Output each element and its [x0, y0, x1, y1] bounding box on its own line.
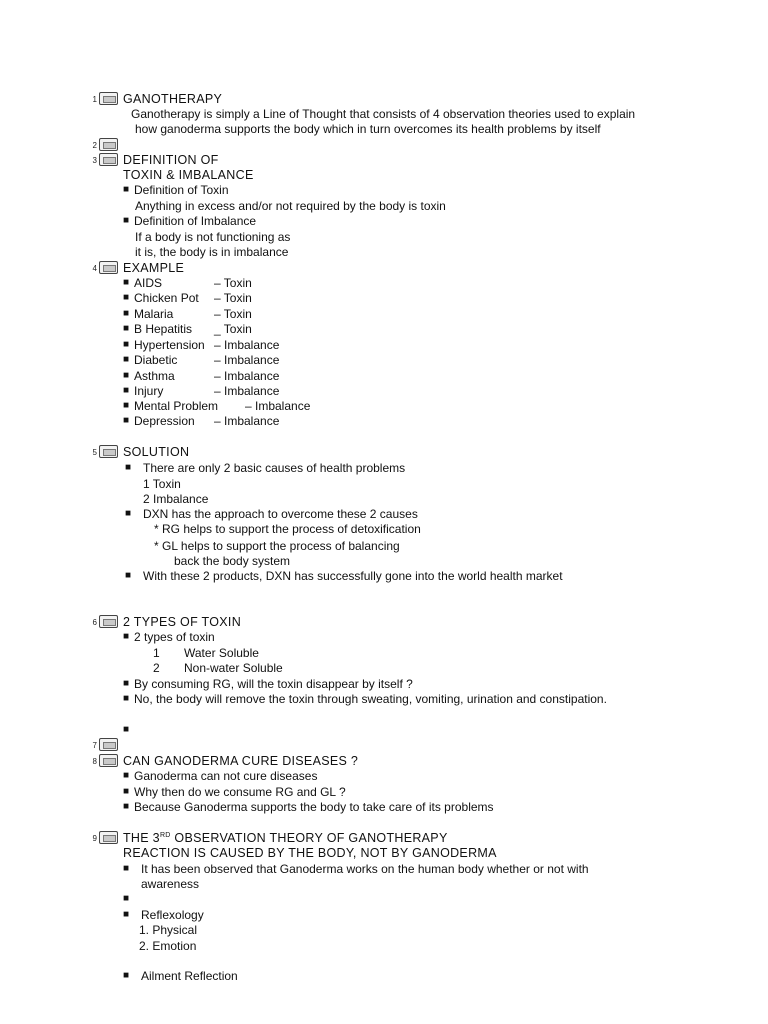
sub-item: 1. Physical	[139, 923, 198, 937]
sub-item: * RG helps to support the process of detoxification	[154, 522, 421, 536]
bullet-item: ■ Why then do we consume RG and GL ?	[134, 785, 346, 799]
example-type: – Imbalance	[214, 414, 280, 428]
example-name: ■ Depression	[134, 414, 195, 428]
slide-thumbnail-icon[interactable]	[99, 92, 118, 105]
example-type: – Imbalance	[245, 399, 311, 413]
slide-number: 4	[92, 264, 97, 273]
slide-number: 2	[92, 141, 97, 150]
example-name: ■ Hypertension	[134, 338, 205, 352]
example-type: – Imbalance	[214, 369, 280, 383]
slide-thumbnail-icon[interactable]	[99, 261, 118, 274]
slide-number: 7	[92, 741, 97, 750]
example-type: – Toxin	[214, 307, 252, 321]
slide-thumbnail-icon[interactable]	[99, 153, 118, 166]
slide-title: EXAMPLE	[123, 261, 185, 275]
slide-thumbnail-icon[interactable]	[99, 138, 118, 151]
empty-bullet	[141, 892, 143, 904]
slide-title: DEFINITION OF	[123, 153, 219, 167]
intro-line: how ganoderma supports the body which in turn overcomes its health problems by itself	[135, 122, 601, 136]
title-part: OBSERVATION THEORY OF GANOTHERAPY	[170, 831, 448, 845]
slide-thumbnail-icon[interactable]	[99, 754, 118, 767]
slide-thumbnail-icon[interactable]	[99, 445, 118, 458]
slide-number: 3	[92, 156, 97, 165]
slide-number: 9	[92, 834, 97, 843]
slide-number: 6	[92, 618, 97, 627]
bullet-detail: If a body is not functioning as	[135, 230, 291, 244]
sub-item: * GL helps to support the process of balancing	[154, 539, 400, 553]
example-type: – Imbalance	[214, 338, 280, 352]
sub-item: 2 Imbalance	[143, 492, 209, 506]
bullet-item: ■ Ganoderma can not cure diseases	[134, 769, 317, 783]
example-type: – Toxin	[214, 276, 252, 290]
slide-thumbnail-icon[interactable]	[99, 831, 118, 844]
bullet-item: ■ Definition of Imbalance	[134, 214, 256, 228]
title-part: THE 3	[123, 831, 160, 845]
bullet-item: ■ DXN has the approach to overcome these 2 causes	[143, 507, 418, 521]
bullet-item: ■ Reflexology	[141, 908, 204, 922]
slide-title: 2 TYPES OF TOXIN	[123, 615, 242, 629]
bullet-detail: Anything in excess and/or not required by the body is toxin	[135, 199, 446, 213]
bullet-item: ■ By consuming RG, will the toxin disappear by itself ?	[134, 677, 413, 691]
slide-title	[123, 831, 448, 845]
example-type: – Imbalance	[214, 384, 280, 398]
example-name: ■ Asthma	[134, 369, 175, 383]
sub-item: 2. Emotion	[139, 939, 197, 953]
bullet-item: ■ It has been observed that Ganoderma works on the human body whether or not with	[141, 862, 589, 876]
title-superscript: RD	[159, 831, 171, 839]
sub-item: back the body system	[174, 554, 291, 568]
bullet-item: ■ No, the body will remove the toxin through sweating, vomiting, urination and constipation.	[134, 692, 607, 706]
slide-title-line2: REACTION IS CAUSED BY THE BODY, NOT BY GANODERMA	[123, 846, 497, 860]
example-name: ■ Chicken Pot	[134, 291, 199, 305]
bullet-item: ■ 2 types of toxin	[134, 630, 215, 644]
example-type: _ Toxin	[214, 322, 252, 336]
example-name: ■ Injury	[134, 384, 163, 398]
slide-title: SOLUTION	[123, 445, 190, 459]
list-text: Water Soluble	[184, 646, 259, 660]
example-name: ■ AIDS	[134, 276, 162, 290]
slide-number: 1	[92, 95, 97, 104]
list-text: Non-water Soluble	[184, 661, 283, 675]
example-name: ■ Mental Problem	[134, 399, 218, 413]
slide-title: CAN GANODERMA CURE DISEASES ?	[123, 754, 359, 768]
slide-thumbnail-icon[interactable]	[99, 738, 118, 751]
empty-bullet	[134, 723, 136, 735]
list-number: 2	[153, 661, 160, 675]
sub-item: 1 Toxin	[143, 477, 181, 491]
example-type: – Toxin	[214, 291, 252, 305]
bullet-continuation: awareness	[141, 877, 200, 891]
example-name: ■ Diabetic	[134, 353, 177, 367]
intro-line: Ganotherapy is simply a Line of Thought that consists of 4 observation theories used to explain	[131, 107, 636, 121]
list-number: 1	[153, 646, 160, 660]
slide-title-line2: TOXIN & IMBALANCE	[123, 168, 254, 182]
bullet-item: ■ There are only 2 basic causes of health problems	[143, 461, 405, 475]
bullet-item: ■ Because Ganoderma supports the body to take care of its problems	[134, 800, 494, 814]
bullet-item: ■ Definition of Toxin	[134, 183, 229, 197]
example-name: ■ B Hepatitis	[134, 322, 192, 336]
example-name: ■ Malaria	[134, 307, 173, 321]
slide-number: 5	[92, 448, 97, 457]
example-type: – Imbalance	[214, 353, 280, 367]
slide-number: 8	[92, 757, 97, 766]
slide-title: GANOTHERAPY	[123, 92, 223, 106]
bullet-item: ■ Ailment Reflection	[141, 969, 238, 983]
bullet-detail: it is, the body is in imbalance	[135, 245, 289, 259]
bullet-item: ■ With these 2 products, DXN has successfully gone into the world health market	[143, 569, 563, 583]
slide-thumbnail-icon[interactable]	[99, 615, 118, 628]
